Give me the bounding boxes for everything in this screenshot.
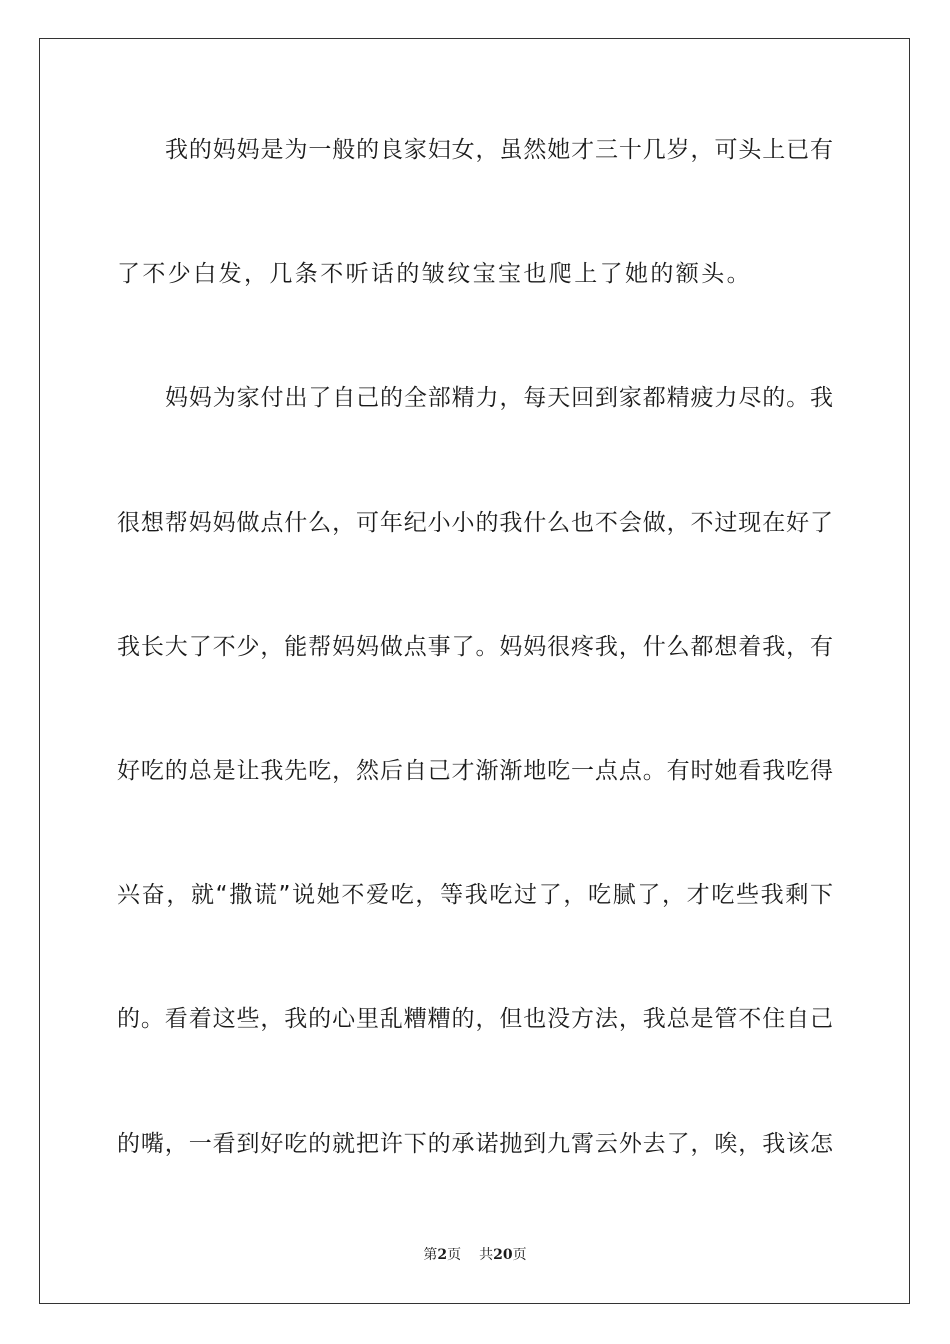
paragraph-2-line-7: 的嘴，一看到好吃的就把许下的承诺抛到九霄云外去了，唉，我该怎 [117,1130,833,1157]
document-body [117,112,833,1230]
paragraph-1-line-2: 了不少白发，几条不听话的皱纹宝宝也爬上了她的额头。 [117,261,752,288]
paragraph-2-line-3: 我长大了不少，能帮妈妈做点事了。妈妈很疼我，什么都想着我，有 [117,633,833,660]
paragraph-2-line-2: 很想帮妈妈做点什么，可年纪小小的我什么也不会做，不过现在好了 [117,509,833,536]
paragraph-1-line-1: 我的妈妈是为一般的良家妇女，虽然她才三十几岁，可头上已有 [165,137,833,163]
page-footer [0,1244,950,1264]
page-prefix: 第 [423,1247,438,1263]
total-suffix: 页 [512,1247,527,1263]
total-prefix: 共 [479,1247,494,1263]
paragraph-2-line-1: 妈妈为家付出了自己的全部精力，每天回到家都精疲力尽的。我 [165,385,833,412]
paragraph-2-line-6: 的。看着这些，我的心里乱糟糟的，但也没方法，我总是管不住自己 [117,1006,833,1033]
total-pages: 20 [493,1247,513,1263]
page-suffix: 页 [447,1247,462,1263]
page-number: 2 [437,1247,448,1263]
paragraph-2-line-4: 好吃的总是让我先吃，然后自己才渐渐地吃一点点。有时她看我吃得 [117,757,833,784]
paragraph-2-line-5: 兴奋，就“撒谎”说她不爱吃，等我吃过了，吃腻了，才吃些我剩下 [117,882,833,909]
